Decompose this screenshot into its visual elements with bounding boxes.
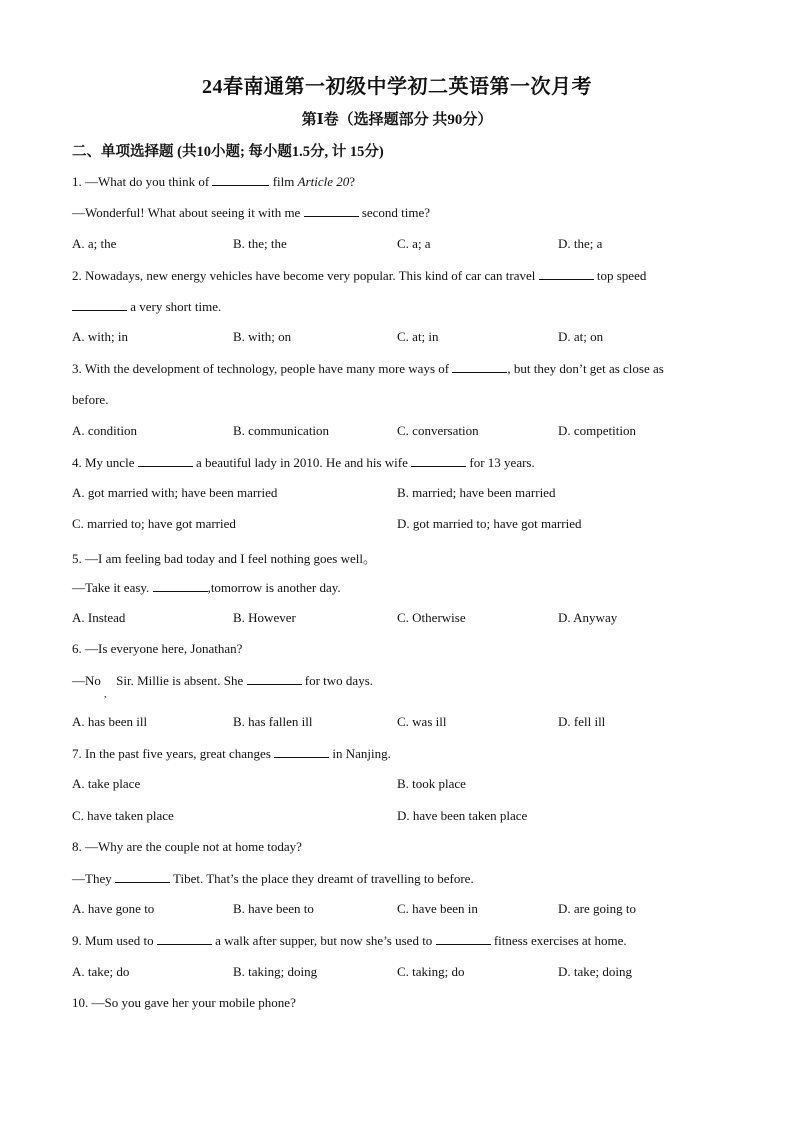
q2-option-c: C. at; in — [397, 329, 439, 344]
q9-option-c: C. taking; do — [397, 964, 465, 979]
q9-option-b: B. taking; doing — [233, 964, 318, 979]
q6-option-d: D. fell ill — [558, 714, 606, 729]
q7-option-b: B. took place — [397, 776, 466, 791]
q8-option-b: B. have been to — [233, 901, 314, 916]
answer-blank — [157, 932, 212, 945]
q4-option-a: A. got married with; have been married — [72, 485, 278, 500]
q1-option-a: A. a; the — [72, 236, 117, 251]
q7-option-d: D. have been taken place — [397, 808, 528, 823]
answer-blank — [274, 745, 329, 758]
q7-option-a: A. take place — [72, 776, 141, 791]
answer-blank — [153, 579, 208, 592]
q2-option-a: A. with; in — [72, 329, 128, 344]
q4-option-b: B. married; have been married — [397, 485, 556, 500]
section-heading: 二、单项选择题 (共10小题; 每小题1.5分, 计 15分) — [72, 144, 384, 160]
q3-option-b: B. communication — [233, 423, 330, 438]
q4-option-c: C. married to; have got married — [72, 516, 236, 531]
q9-option-d: D. take; doing — [558, 964, 633, 979]
answer-blank — [247, 672, 302, 685]
q3-option-d: D. competition — [558, 423, 636, 438]
answer-blank — [304, 204, 359, 217]
question-5-stem: 5. —I am feeling bad today and I feel nothing goes well。 — [72, 551, 376, 566]
q3-option-a: A. condition — [72, 423, 137, 438]
question-8-stem: 8. —Why are the couple not at home today? — [72, 839, 302, 854]
q1-option-c: C. a; a — [397, 236, 431, 251]
question-6-stem: 6. —Is everyone here, Jonathan? — [72, 641, 243, 656]
q8-option-c: C. have been in — [397, 901, 478, 916]
question-3-stem: 3. With the development of technology, people have many more ways of , but they don’t get as close as — [72, 361, 664, 376]
answer-blank — [539, 267, 594, 280]
question-8-line2: —They Tibet. That’s the place they dreamt of travelling to before. — [72, 871, 474, 886]
question-6-line2: —No Sir. Millie is absent. She for two days. — [72, 673, 374, 688]
q6-option-c: C. was ill — [397, 714, 447, 729]
answer-blank — [115, 870, 170, 883]
q5-option-b: B. However — [233, 610, 296, 625]
page-title: 24春南通第一初级中学初二英语第一次月考 — [202, 76, 592, 98]
question-1-stem: 1. —What do you think of film Article 20? — [72, 174, 356, 189]
q5-option-c: C. Otherwise — [397, 610, 466, 625]
q1-option-b: B. the; the — [233, 236, 287, 251]
q6-option-b: B. has fallen ill — [233, 714, 313, 729]
q2-option-d: D. at; on — [558, 329, 604, 344]
q6-option-a: A. has been ill — [72, 714, 148, 729]
question-10-stem: 10. —So you gave her your mobile phone? — [72, 995, 296, 1010]
q3-option-c: C. conversation — [397, 423, 479, 438]
answer-blank — [72, 298, 127, 311]
answer-blank — [212, 173, 269, 186]
q9-option-a: A. take; do — [72, 964, 130, 979]
q1-option-d: D. the; a — [558, 236, 603, 251]
q4-option-d: D. got married to; have got married — [397, 516, 582, 531]
question-2-line2: a very short time. — [72, 298, 221, 315]
answer-blank — [452, 360, 507, 373]
q5-option-a: A. Instead — [72, 610, 126, 625]
q5-option-d: D. Anyway — [558, 610, 618, 625]
question-2-stem: 2. Nowadays, new energy vehicles have become very popular. This kind of car can travel top speed — [72, 268, 647, 283]
question-4-stem: 4. My uncle a beautiful lady in 2010. He and his wife for 13 years. — [72, 455, 535, 470]
question-5-line2: —Take it easy. ,tomorrow is another day. — [72, 580, 341, 595]
q2-option-b: B. with; on — [233, 329, 292, 344]
question-3-line2: before. — [72, 392, 109, 407]
q8-option-a: A. have gone to — [72, 901, 155, 916]
answer-blank — [411, 454, 466, 467]
q7-option-c: C. have taken place — [72, 808, 174, 823]
question-9-stem: 9. Mum used to a walk after supper, but now she’s used to fitness exercises at home. — [72, 933, 627, 948]
q8-option-d: D. are going to — [558, 901, 636, 916]
question-1-line2: —Wonderful! What about seeing it with me second time? — [72, 205, 431, 220]
stray-comma-mark: , — [104, 689, 107, 700]
question-7-stem: 7. In the past five years, great changes in Nanjing. — [72, 746, 391, 761]
part-subtitle: 第Ⅰ卷（选择题部分 共90分） — [301, 112, 493, 128]
answer-blank — [436, 932, 491, 945]
answer-blank — [138, 454, 193, 467]
